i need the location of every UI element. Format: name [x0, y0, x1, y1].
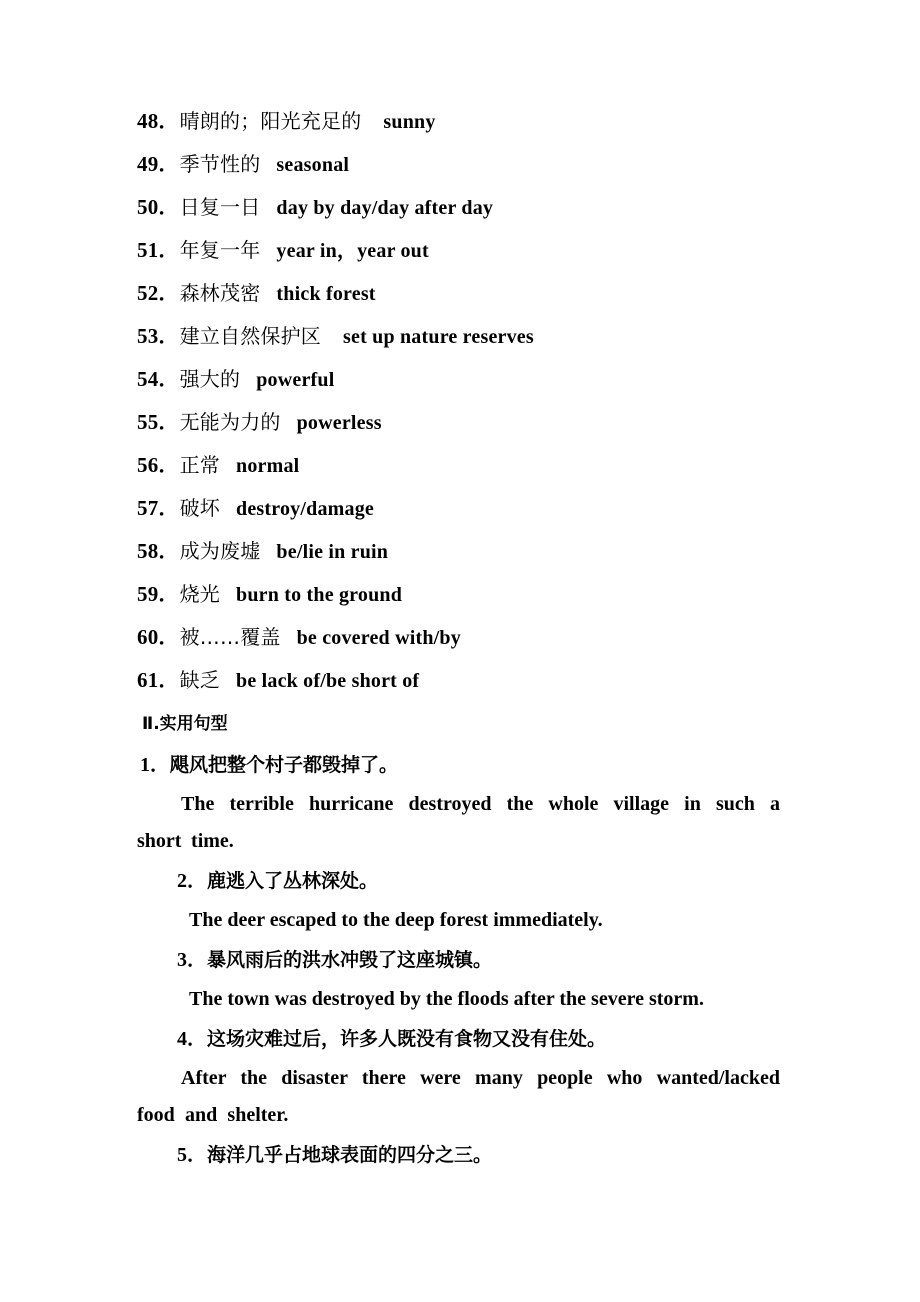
- sentence-chinese: [137, 1134, 780, 1176]
- list-item: [137, 573, 780, 616]
- list-item: [137, 272, 780, 315]
- item-number: 55．: [137, 410, 180, 434]
- item-number: 61．: [137, 668, 180, 692]
- item-number: 49．: [137, 152, 180, 176]
- list-item: [137, 186, 780, 229]
- list-item: [137, 616, 780, 659]
- item-number: 48．: [137, 109, 180, 133]
- list-item: [137, 229, 780, 272]
- sentence-chinese-text: 飓风把整个村子都毁掉了。: [170, 754, 399, 776]
- item-chinese: 正常: [179, 453, 221, 477]
- sentence-chinese: [137, 1018, 780, 1060]
- item-chinese: 无能为力的: [179, 410, 281, 434]
- item-number: 53．: [137, 324, 180, 348]
- sentence-english: The town was destroyed by the floods after the severe storm.: [189, 988, 704, 1010]
- item-chinese: 烧光: [179, 582, 221, 606]
- list-item: [137, 358, 780, 401]
- item-number: 57．: [137, 496, 180, 520]
- item-chinese: 强大的: [179, 367, 241, 391]
- list-item: [137, 315, 780, 358]
- sentence-number: 2．: [177, 870, 207, 892]
- sentence-english: After the disaster there were many people who wanted/lacked food and shelter.: [137, 1067, 780, 1126]
- list-item: [137, 487, 780, 530]
- item-english: destroy/damage: [236, 498, 374, 520]
- item-chinese: 破坏: [179, 496, 221, 520]
- sentence-chinese: [137, 939, 780, 981]
- item-number: 56．: [137, 453, 180, 477]
- item-chinese: 晴朗的；阳光充足的: [179, 109, 362, 133]
- sentence-number: 1．: [140, 754, 170, 776]
- item-english: seasonal: [276, 154, 350, 176]
- sentence-block: [137, 1134, 780, 1176]
- list-item: [137, 143, 780, 186]
- item-english: day by day/day after day: [276, 197, 494, 219]
- item-chinese: 森林茂密: [179, 281, 261, 305]
- item-chinese: 季节性的: [179, 152, 261, 176]
- item-number: 50．: [137, 195, 180, 219]
- item-english: be/lie in ruin: [276, 541, 389, 563]
- item-english: burn to the ground: [236, 584, 403, 606]
- sentence-chinese-text: 鹿逃入了丛林深处。: [207, 870, 379, 892]
- item-english: be lack of/be short of: [236, 670, 420, 692]
- item-number: 58．: [137, 539, 180, 563]
- item-english: powerless: [296, 412, 382, 434]
- vocabulary-list: [137, 100, 780, 702]
- sentence-chinese: [137, 860, 780, 902]
- item-chinese: 日复一日: [179, 195, 261, 219]
- item-number: 59．: [137, 582, 180, 606]
- item-chinese: 被……覆盖: [179, 625, 281, 649]
- sentence-chinese-text: 暴风雨后的洪水冲毁了这座城镇。: [207, 949, 493, 971]
- item-number: 54．: [137, 367, 180, 391]
- sentence-chinese-text: 海洋几乎占地球表面的四分之三。: [207, 1144, 493, 1166]
- sentence-chinese-text: 这场灾难过后，许多人既没有食物又没有住处。: [207, 1028, 607, 1050]
- item-chinese: 缺乏: [179, 668, 221, 692]
- item-chinese: 建立自然保护区: [179, 324, 322, 348]
- sentence-chinese: [140, 744, 780, 786]
- item-english: sunny: [383, 111, 436, 133]
- section-heading: Ⅱ.实用句型: [142, 714, 228, 734]
- item-chinese: 年复一年: [179, 238, 261, 262]
- sentence-english: The terrible hurricane destroyed the whole village in such a short time.: [137, 793, 780, 852]
- sentence-number: 4．: [177, 1028, 207, 1050]
- list-item: [137, 530, 780, 573]
- item-number: 51．: [137, 238, 180, 262]
- sentence-block: [137, 744, 780, 860]
- sentence-number: 3．: [177, 949, 207, 971]
- item-english: normal: [236, 455, 300, 477]
- item-english: set up nature reserves: [343, 326, 534, 348]
- item-english: year in，year out: [276, 240, 429, 262]
- sentence-block: [137, 1018, 780, 1134]
- sentence-english: The deer escaped to the deep forest immediately.: [189, 909, 603, 931]
- list-item: [137, 444, 780, 487]
- sentence-block: [137, 860, 780, 939]
- item-english: powerful: [256, 369, 335, 391]
- list-item: [137, 401, 780, 444]
- list-item: [137, 659, 780, 702]
- item-chinese: 成为废墟: [179, 539, 261, 563]
- list-item: [137, 100, 780, 143]
- item-english: thick forest: [276, 283, 376, 305]
- item-number: 60．: [137, 625, 180, 649]
- item-english: be covered with/by: [296, 627, 461, 649]
- item-number: 52．: [137, 281, 180, 305]
- sentence-number: 5．: [177, 1144, 207, 1166]
- sentence-block: [137, 939, 780, 1018]
